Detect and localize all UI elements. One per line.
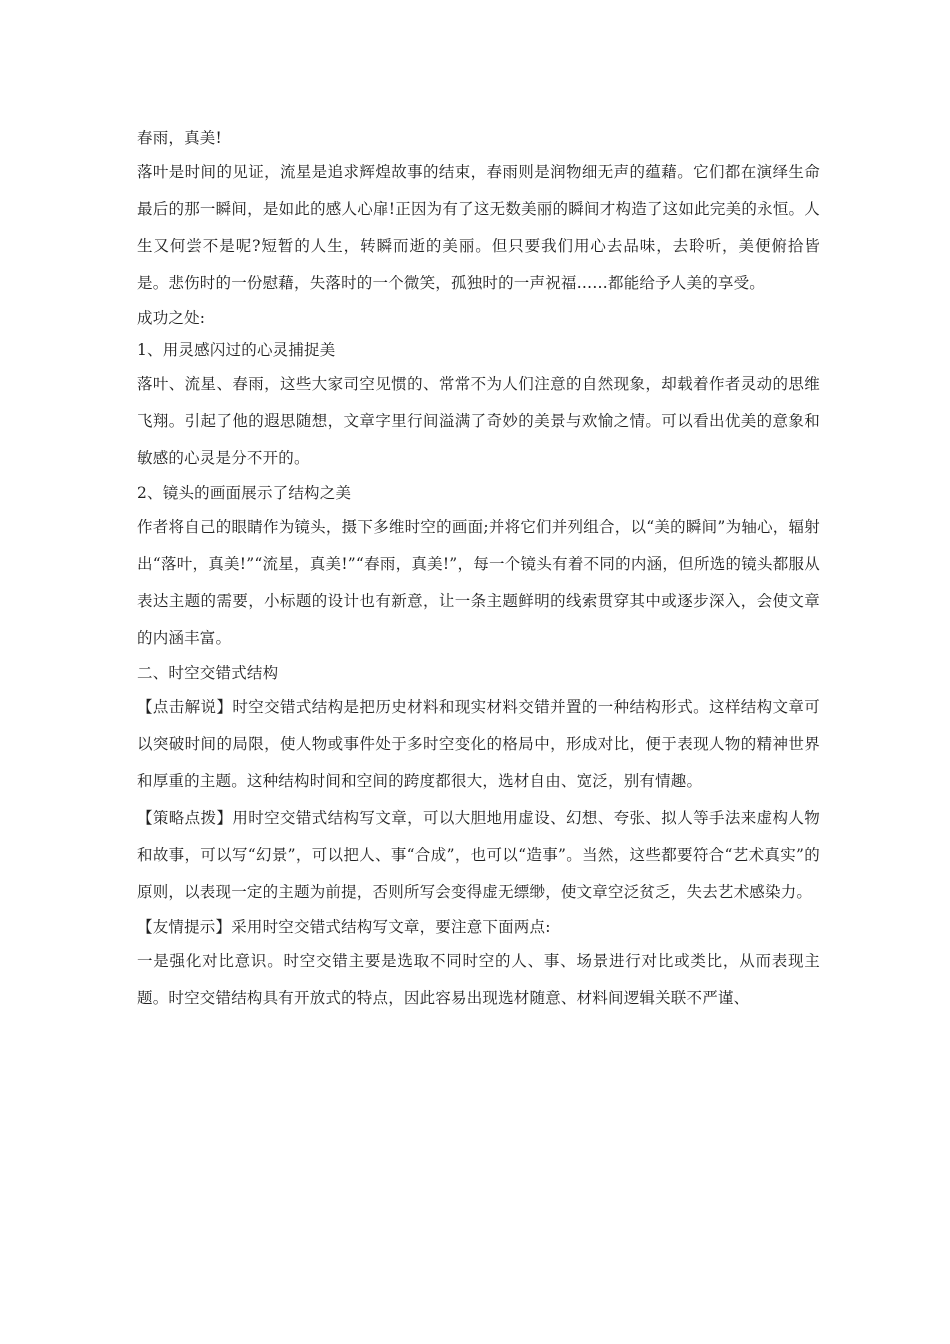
text-line: 【友情提示】采用时空交错式结构写文章，要注意下面两点: xyxy=(137,918,551,936)
paragraph: 【点击解说】时空交错式结构是把历史材料和现实材料交错并置的一种结构形式。这样结构文章可以突破时间的局限，使人物或事件处于多时空变化的格局中，形成对比，便于表现人物的精神世界和厚重的主题。这种结构时间和空间的跨度都很大，选材自由、宽泛，别有情趣。 xyxy=(137,698,820,790)
text-line: 春雨，真美! xyxy=(137,129,222,147)
paragraph: 一是强化对比意识。时空交错主要是选取不同时空的人、事、场景进行对比或类比，从而表现主题。时空交错结构具有开放式的特点，因此容易出现选材随意、材料间逻辑关联不严谨、 xyxy=(137,952,820,1007)
section-heading: 2、镜头的画面展示了结构之美 xyxy=(137,484,352,502)
section-heading: 1、用灵感闪过的心灵捕捉美 xyxy=(137,341,336,359)
paragraph: 【策略点拨】用时空交错式结构写文章，可以大胆地用虚设、幻想、夸张、拟人等手法来虚构人物和故事，可以写“幻景”，可以把人、事“合成”，也可以“造事”。当然，这些都要符合“艺术真实”的原则，以表现一定的主题为前提，否则所写会变得虚无缥缈，使文章空泛贫乏，失去艺术感染力。 xyxy=(137,809,820,901)
paragraph: 作者将自己的眼睛作为镜头，摄下多维时空的画面;并将它们并列组合，以“美的瞬间”为轴心，辐射出“落叶，真美!”“流星，真美!”“春雨，真美!”，每一个镜头有着不同的内涵，但所选的镜头都服从表达主题的需要，小标题的设计也有新意，让一条主题鲜明的线索贯穿其中或逐步深入，会使文章的内涵丰富。 xyxy=(137,518,820,647)
paragraph: 落叶、流星、春雨，这些大家司空见惯的、常常不为人们注意的自然现象，却载着作者灵动的思维飞翔。引起了他的遐思随想，文章字里行间溢满了奇妙的美景与欢愉之情。可以看出优美的意象和敏感的心灵是分不开的。 xyxy=(137,375,820,467)
document-body xyxy=(137,122,820,1017)
paragraph: 落叶是时间的见证，流星是追求辉煌故事的结束，春雨则是润物细无声的蕴藉。它们都在演绎生命最后的那一瞬间，是如此的感人心扉!正因为有了这无数美丽的瞬间才构造了这如此完美的永恒。人生又何尝不是呢?短暂的人生，转瞬而逝的美丽。但只要我们用心去品味，去聆听，美便俯拾皆是。悲伤时的一份慰藉，失落时的一个微笑，孤独时的一声祝福……都能给予人美的享受。 xyxy=(137,163,820,292)
section-heading: 二、时空交错式结构 xyxy=(137,664,279,682)
text-line: 成功之处: xyxy=(137,309,206,327)
